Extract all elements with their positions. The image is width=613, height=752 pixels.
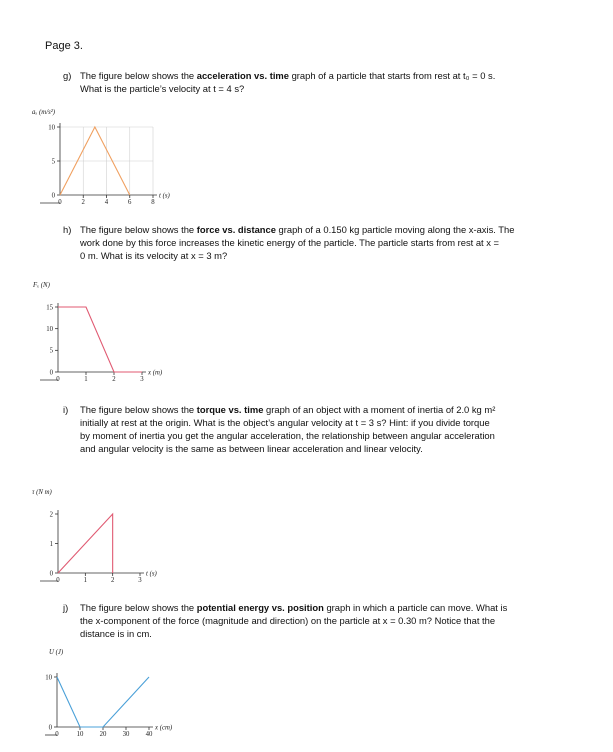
text-line: by moment of inertia you get the angular acceleration, the relationship between angular acceleration	[80, 430, 495, 441]
x-tick-label: 40	[145, 731, 153, 738]
text-run: graph in which a particle can move. What is	[323, 602, 508, 613]
x-axis-label: x (cm)	[155, 724, 173, 732]
text-run: graph of an object with a moment of inertia of 2.0 kg m²	[263, 404, 496, 415]
x-tick-label: 20	[99, 731, 107, 738]
x-tick-label: 8	[151, 199, 155, 206]
y-tick-label: 5	[51, 158, 55, 166]
chart-3	[45, 649, 173, 738]
y-axis-label: Fₓ (N)	[33, 282, 50, 289]
text-line: initially at rest at the origin. What is the object’s angular velocity at t = 3 s? Hint: if you divide torque	[80, 417, 490, 428]
x-tick-label: 0	[56, 577, 60, 584]
x-tick-label: 4	[104, 199, 109, 206]
x-axis-label: t (s)	[159, 192, 170, 200]
x-tick-label: 0	[58, 199, 62, 206]
y-tick-label: 15	[46, 304, 53, 312]
x-tick-label: 6	[128, 199, 132, 206]
x-tick-label: 2	[81, 199, 85, 206]
x-tick-label: 30	[122, 731, 130, 738]
y-axis-label: aₓ (m/s²)	[32, 109, 56, 116]
y-tick-label: 0	[49, 570, 53, 578]
y-tick-label: 0	[49, 369, 53, 377]
y-tick-label: 2	[49, 511, 53, 519]
page-label: Page 3.	[45, 40, 83, 52]
x-tick-label: 0	[56, 376, 60, 383]
y-tick-label: 10	[46, 326, 53, 334]
text-run: The figure below shows the	[80, 70, 197, 81]
text-line: 0 m. What is its velocity at x = 3 m?	[80, 250, 228, 261]
text-run: The figure below shows the	[80, 404, 197, 415]
chart-2	[32, 489, 157, 584]
x-tick-label: 2	[112, 376, 116, 383]
text-line: distance is in cm.	[80, 628, 152, 639]
bold-term: force vs. distance	[196, 224, 276, 235]
y-tick-label: 5	[49, 347, 53, 355]
text-run: The figure below shows the	[80, 602, 197, 613]
y-tick-label: 10	[45, 674, 52, 682]
chart-1	[32, 282, 163, 383]
y-tick-label: 10	[48, 124, 55, 132]
text-line: What is the particle’s velocity at t = 4 s?	[80, 83, 245, 94]
question-label: g)	[63, 70, 72, 81]
text-run: The figure below shows the	[80, 224, 197, 235]
x-tick-label: 3	[138, 577, 142, 584]
question-label: h)	[63, 224, 72, 235]
text-line: and angular velocity is the same as between linear acceleration and linear velocity.	[80, 443, 423, 454]
data-series-line	[58, 514, 113, 573]
x-axis-label: t (s)	[146, 570, 157, 578]
x-tick-label: 1	[83, 577, 88, 584]
y-tick-label: 0	[48, 724, 52, 732]
bold-term: torque vs. time	[196, 404, 264, 415]
y-tick-label: 1	[49, 540, 53, 548]
text-line: work done by this force increases the kinetic energy of the particle. The particle starts from rest at x =	[80, 237, 500, 248]
y-axis-label: U (J)	[49, 649, 64, 656]
x-tick-label: 2	[110, 577, 115, 584]
x-tick-label: 1	[84, 376, 88, 383]
question-label: i)	[63, 404, 69, 415]
x-tick-label: 3	[140, 376, 144, 383]
chart-0	[32, 109, 170, 206]
data-series-line	[58, 307, 142, 372]
x-axis-label: x (m)	[148, 369, 163, 377]
y-tick-label: 0	[51, 192, 55, 200]
bold-term: acceleration vs. time	[196, 70, 289, 81]
x-tick-label: 0	[55, 731, 59, 738]
text-run: graph of a 0.150 kg particle moving along the x-axis. The	[275, 224, 515, 235]
bold-term: potential energy vs. position	[196, 602, 324, 613]
y-axis-label: τ (N m)	[32, 489, 52, 496]
text-line: the x-component of the force (magnitude and direction) on the particle at x = 0.30 m? Notice that the	[80, 615, 496, 626]
question-label: j)	[63, 602, 69, 613]
text-run: graph of a particle that starts from rest at t₀ = 0 s.	[288, 70, 496, 81]
data-series-line	[57, 677, 149, 727]
x-tick-label: 10	[76, 731, 84, 738]
